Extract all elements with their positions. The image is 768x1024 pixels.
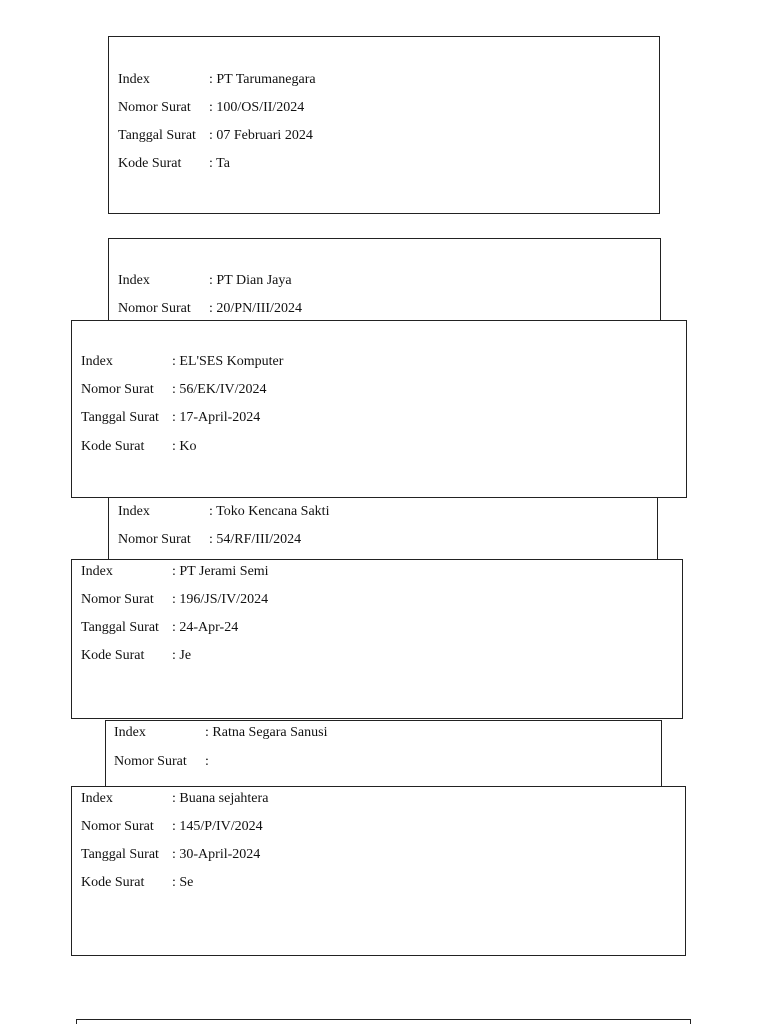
- kode-value: : Je: [172, 646, 191, 666]
- index-label: Index: [81, 564, 113, 579]
- nomor-value: : 100/OS/II/2024: [209, 98, 304, 118]
- tanggal-label: Tanggal Surat: [118, 128, 196, 143]
- letter-card-bottom: [76, 1019, 691, 1024]
- index-label: Index: [81, 354, 113, 369]
- nomor-value: : 145/P/IV/2024: [172, 817, 263, 837]
- index-value: : PT Tarumanegara: [209, 70, 316, 90]
- index-label: Index: [81, 791, 113, 806]
- letter-card-jerami-semi: [71, 559, 683, 719]
- letter-card-tarumanegara: [108, 36, 660, 214]
- kode-label: Kode Surat: [81, 875, 145, 890]
- index-value: : PT Jerami Semi: [172, 562, 269, 582]
- nomor-value: : 20/PN/III/2024: [209, 299, 302, 319]
- letter-card-elses-komputer: [71, 320, 687, 498]
- nomor-label: Nomor Surat: [81, 382, 154, 397]
- kode-label: Kode Surat: [81, 648, 145, 663]
- nomor-label: Nomor Surat: [118, 100, 191, 115]
- index-label: Index: [118, 273, 150, 288]
- kode-value: : Ko: [172, 437, 197, 457]
- kode-label: Kode Surat: [118, 156, 182, 171]
- nomor-value: : 56/EK/IV/2024: [172, 380, 267, 400]
- nomor-label: Nomor Surat: [81, 592, 154, 607]
- nomor-label: Nomor Surat: [81, 819, 154, 834]
- index-value: : Buana sejahtera: [172, 789, 268, 809]
- nomor-value: : 196/JS/IV/2024: [172, 590, 268, 610]
- tanggal-label: Tanggal Surat: [81, 847, 159, 862]
- index-label: Index: [118, 504, 150, 519]
- tanggal-label: Tanggal Surat: [81, 410, 159, 425]
- nomor-value: : 54/RF/III/2024: [209, 530, 301, 550]
- index-label: Index: [114, 725, 146, 740]
- letter-card-buana-sejahtera: [71, 786, 686, 956]
- kode-label: Kode Surat: [81, 439, 145, 454]
- nomor-label: Nomor Surat: [114, 754, 187, 769]
- tanggal-value: : 30-April-2024: [172, 845, 260, 865]
- kode-value: : Ta: [209, 154, 230, 174]
- nomor-value: [205, 752, 209, 772]
- index-value: : Toko Kencana Sakti: [209, 502, 329, 522]
- index-label: Index: [118, 72, 150, 87]
- index-value: : Ratna Segara Sanusi: [205, 723, 327, 743]
- tanggal-label: Tanggal Surat: [81, 620, 159, 635]
- index-value: : EL'SES Komputer: [172, 352, 283, 372]
- tanggal-value: : 07 Februari 2024: [209, 126, 313, 146]
- nomor-label: Nomor Surat: [118, 532, 191, 547]
- tanggal-value: : 24-Apr-24: [172, 618, 238, 638]
- index-value: : PT Dian Jaya: [209, 271, 292, 291]
- kode-value: : Se: [172, 873, 193, 893]
- tanggal-value: : 17-April-2024: [172, 408, 260, 428]
- nomor-label: Nomor Surat: [118, 301, 191, 316]
